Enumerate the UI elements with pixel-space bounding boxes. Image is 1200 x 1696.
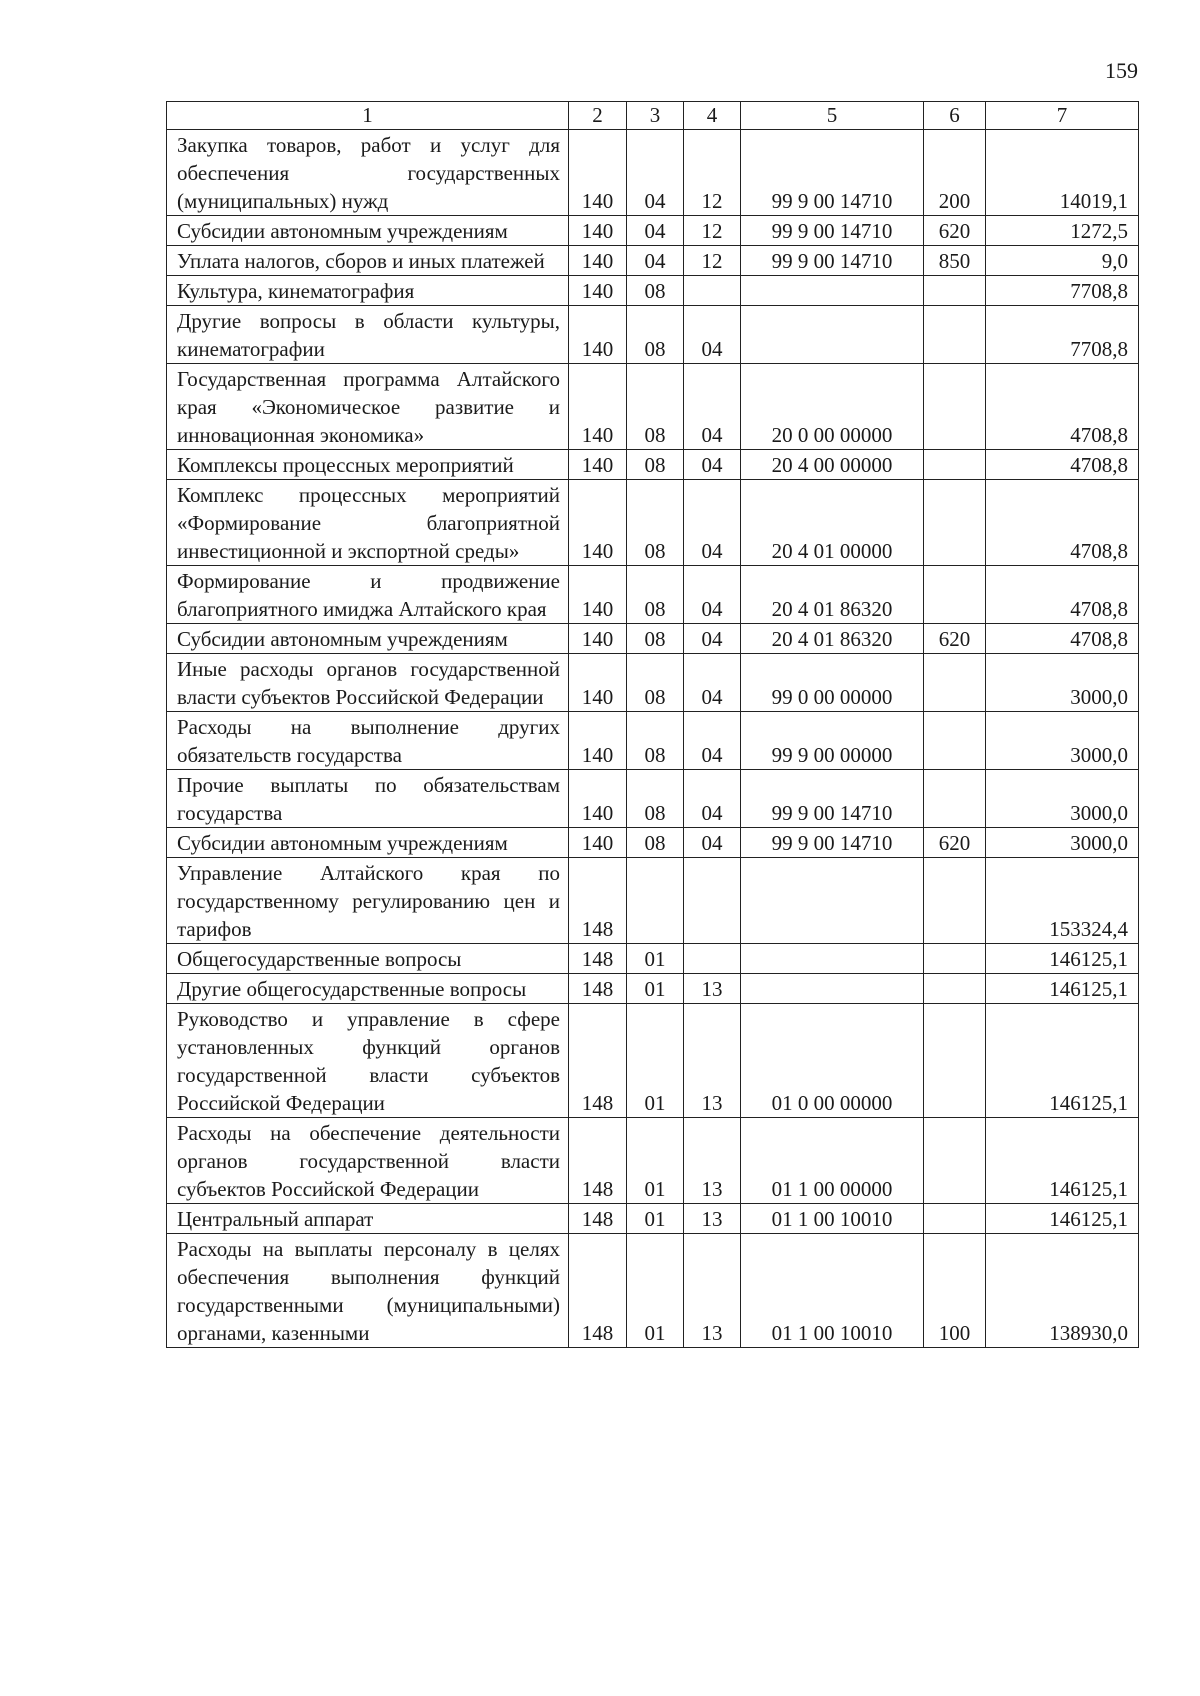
item-name: Общегосударственные вопросы — [167, 944, 569, 974]
ministry-code: 140 — [569, 276, 627, 306]
item-name: Субсидии автономным учреждениям — [167, 624, 569, 654]
target-article-code: 20 0 00 00000 — [741, 364, 924, 450]
amount: 153324,4 — [986, 858, 1139, 944]
ministry-code: 148 — [569, 858, 627, 944]
table-row — [167, 1118, 1139, 1204]
target-article-code: 20 4 00 00000 — [741, 450, 924, 480]
target-article-code: 01 1 00 10010 — [741, 1234, 924, 1348]
amount: 146125,1 — [986, 974, 1139, 1004]
subsection-code: 04 — [684, 624, 741, 654]
table-row — [167, 828, 1139, 858]
section-code: 01 — [627, 944, 684, 974]
table-row — [167, 712, 1139, 770]
ministry-code: 148 — [569, 974, 627, 1004]
ministry-code: 148 — [569, 1118, 627, 1204]
amount: 3000,0 — [986, 712, 1139, 770]
target-article-code: 01 1 00 00000 — [741, 1118, 924, 1204]
ministry-code: 140 — [569, 480, 627, 566]
section-code: 01 — [627, 974, 684, 1004]
ministry-code: 140 — [569, 654, 627, 712]
header-cell: 7 — [986, 102, 1139, 130]
expense-type-code — [924, 306, 986, 364]
ministry-code: 140 — [569, 828, 627, 858]
section-code: 08 — [627, 624, 684, 654]
item-name: Прочие выплаты по обязательствам государства — [167, 770, 569, 828]
item-name: Закупка товаров, работ и услуг для обеспечения государственных (муниципальных) нужд — [167, 130, 569, 216]
section-code: 01 — [627, 1118, 684, 1204]
expense-type-code — [924, 1118, 986, 1204]
ministry-code: 148 — [569, 944, 627, 974]
expense-type-code — [924, 276, 986, 306]
item-name: Расходы на выплаты персоналу в целях обеспечения выполнения функций государственными (муниципальными) органами, казенными — [167, 1234, 569, 1348]
ministry-code: 140 — [569, 130, 627, 216]
target-article-code: 99 9 00 00000 — [741, 712, 924, 770]
target-article-code — [741, 944, 924, 974]
table-row — [167, 246, 1139, 276]
table-row — [167, 1234, 1139, 1348]
section-code: 08 — [627, 450, 684, 480]
section-code — [627, 858, 684, 944]
item-name: Центральный аппарат — [167, 1204, 569, 1234]
amount: 4708,8 — [986, 450, 1139, 480]
header-cell: 3 — [627, 102, 684, 130]
expense-type-code — [924, 654, 986, 712]
target-article-code — [741, 306, 924, 364]
target-article-code: 20 4 01 00000 — [741, 480, 924, 566]
expense-type-code — [924, 974, 986, 1004]
ministry-code: 148 — [569, 1234, 627, 1348]
page-number: 159 — [1105, 58, 1138, 83]
subsection-code: 13 — [684, 1234, 741, 1348]
table-row — [167, 566, 1139, 624]
ministry-code: 140 — [569, 364, 627, 450]
amount: 146125,1 — [986, 1004, 1139, 1118]
expense-type-code — [924, 566, 986, 624]
target-article-code — [741, 974, 924, 1004]
subsection-code: 13 — [684, 1118, 741, 1204]
subsection-code: 04 — [684, 306, 741, 364]
amount: 9,0 — [986, 246, 1139, 276]
amount: 7708,8 — [986, 276, 1139, 306]
table-row — [167, 276, 1139, 306]
subsection-code: 04 — [684, 364, 741, 450]
amount: 3000,0 — [986, 770, 1139, 828]
target-article-code: 99 9 00 14710 — [741, 216, 924, 246]
table-row — [167, 364, 1139, 450]
expense-type-code — [924, 364, 986, 450]
expense-type-code — [924, 1204, 986, 1234]
section-code: 01 — [627, 1004, 684, 1118]
target-article-code: 01 0 00 00000 — [741, 1004, 924, 1118]
subsection-code — [684, 276, 741, 306]
subsection-code: 13 — [684, 974, 741, 1004]
section-code: 01 — [627, 1204, 684, 1234]
subsection-code: 04 — [684, 712, 741, 770]
subsection-code: 12 — [684, 216, 741, 246]
amount: 3000,0 — [986, 828, 1139, 858]
item-name: Расходы на выполнение других обязательств государства — [167, 712, 569, 770]
target-article-code: 20 4 01 86320 — [741, 624, 924, 654]
table-row — [167, 858, 1139, 944]
expense-type-code: 100 — [924, 1234, 986, 1348]
section-code: 04 — [627, 246, 684, 276]
target-article-code: 99 9 00 14710 — [741, 130, 924, 216]
table-row — [167, 1004, 1139, 1118]
target-article-code — [741, 276, 924, 306]
target-article-code: 99 9 00 14710 — [741, 828, 924, 858]
item-name: Формирование и продвижение благоприятного имиджа Алтайского края — [167, 566, 569, 624]
target-article-code: 99 9 00 14710 — [741, 246, 924, 276]
ministry-code: 148 — [569, 1004, 627, 1118]
header-cell: 6 — [924, 102, 986, 130]
item-name: Комплекс процессных мероприятий «Формирование благоприятной инвестиционной и экспортной среды» — [167, 480, 569, 566]
table-row — [167, 306, 1139, 364]
item-name: Управление Алтайского края по государственному регулированию цен и тарифов — [167, 858, 569, 944]
item-name: Руководство и управление в сфере установленных функций органов государственной власти субъектов Российской Федерации — [167, 1004, 569, 1118]
ministry-code: 140 — [569, 246, 627, 276]
subsection-code: 12 — [684, 130, 741, 216]
table-row — [167, 944, 1139, 974]
subsection-code: 04 — [684, 480, 741, 566]
amount: 14019,1 — [986, 130, 1139, 216]
expense-type-code — [924, 450, 986, 480]
expense-type-code: 620 — [924, 216, 986, 246]
target-article-code: 99 9 00 14710 — [741, 770, 924, 828]
table-row — [167, 654, 1139, 712]
expense-type-code — [924, 858, 986, 944]
header-cell: 4 — [684, 102, 741, 130]
header-cell: 2 — [569, 102, 627, 130]
subsection-code — [684, 944, 741, 974]
table-row — [167, 130, 1139, 216]
amount: 3000,0 — [986, 654, 1139, 712]
section-code: 08 — [627, 276, 684, 306]
amount: 146125,1 — [986, 1118, 1139, 1204]
section-code: 04 — [627, 130, 684, 216]
section-code: 08 — [627, 306, 684, 364]
ministry-code: 148 — [569, 1204, 627, 1234]
amount: 1272,5 — [986, 216, 1139, 246]
section-code: 01 — [627, 1234, 684, 1348]
section-code: 08 — [627, 712, 684, 770]
expense-type-code — [924, 480, 986, 566]
target-article-code — [741, 858, 924, 944]
expense-type-code — [924, 1004, 986, 1118]
target-article-code: 20 4 01 86320 — [741, 566, 924, 624]
target-article-code: 01 1 00 10010 — [741, 1204, 924, 1234]
amount: 4708,8 — [986, 480, 1139, 566]
table-row — [167, 1204, 1139, 1234]
amount: 146125,1 — [986, 944, 1139, 974]
amount: 4708,8 — [986, 566, 1139, 624]
item-name: Государственная программа Алтайского края «Экономическое развитие и инновационная экономика» — [167, 364, 569, 450]
subsection-code: 12 — [684, 246, 741, 276]
expense-type-code: 200 — [924, 130, 986, 216]
table-row — [167, 624, 1139, 654]
subsection-code: 13 — [684, 1204, 741, 1234]
target-article-code: 99 0 00 00000 — [741, 654, 924, 712]
item-name: Другие вопросы в области культуры, кинематографии — [167, 306, 569, 364]
amount: 138930,0 — [986, 1234, 1139, 1348]
table-row — [167, 480, 1139, 566]
section-code: 08 — [627, 770, 684, 828]
item-name: Культура, кинематография — [167, 276, 569, 306]
ministry-code: 140 — [569, 712, 627, 770]
item-name: Комплексы процессных мероприятий — [167, 450, 569, 480]
ministry-code: 140 — [569, 566, 627, 624]
section-code: 08 — [627, 364, 684, 450]
subsection-code: 04 — [684, 770, 741, 828]
section-code: 04 — [627, 216, 684, 246]
section-code: 08 — [627, 828, 684, 858]
item-name: Субсидии автономным учреждениям — [167, 828, 569, 858]
subsection-code: 04 — [684, 828, 741, 858]
subsection-code: 13 — [684, 1004, 741, 1118]
expense-type-code: 620 — [924, 828, 986, 858]
subsection-code: 04 — [684, 450, 741, 480]
ministry-code: 140 — [569, 624, 627, 654]
item-name: Другие общегосударственные вопросы — [167, 974, 569, 1004]
ministry-code: 140 — [569, 216, 627, 246]
amount: 4708,8 — [986, 624, 1139, 654]
subsection-code: 04 — [684, 654, 741, 712]
amount: 7708,8 — [986, 306, 1139, 364]
table-row — [167, 450, 1139, 480]
expense-type-code — [924, 944, 986, 974]
subsection-code: 04 — [684, 566, 741, 624]
subsection-code — [684, 858, 741, 944]
expense-type-code — [924, 770, 986, 828]
ministry-code: 140 — [569, 770, 627, 828]
amount: 146125,1 — [986, 1204, 1139, 1234]
header-cell: 5 — [741, 102, 924, 130]
table-row — [167, 974, 1139, 1004]
table-row — [167, 770, 1139, 828]
expense-type-code — [924, 712, 986, 770]
ministry-code: 140 — [569, 450, 627, 480]
item-name: Иные расходы органов государственной власти субъектов Российской Федерации — [167, 654, 569, 712]
item-name: Расходы на обеспечение деятельности органов государственной власти субъектов Российской Федерации — [167, 1118, 569, 1204]
header-row — [167, 102, 1139, 130]
budget-table — [166, 101, 1139, 1348]
expense-type-code: 850 — [924, 246, 986, 276]
header-cell: 1 — [167, 102, 569, 130]
section-code: 08 — [627, 566, 684, 624]
amount: 4708,8 — [986, 364, 1139, 450]
item-name: Субсидии автономным учреждениям — [167, 216, 569, 246]
table-row — [167, 216, 1139, 246]
ministry-code: 140 — [569, 306, 627, 364]
section-code: 08 — [627, 480, 684, 566]
section-code: 08 — [627, 654, 684, 712]
item-name: Уплата налогов, сборов и иных платежей — [167, 246, 569, 276]
expense-type-code: 620 — [924, 624, 986, 654]
